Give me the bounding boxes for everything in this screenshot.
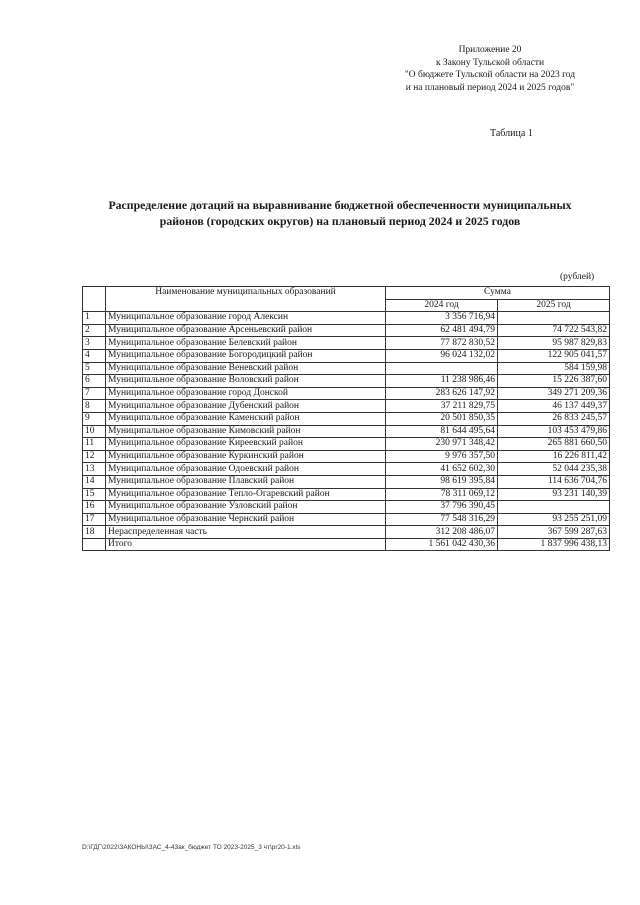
table-header-row-1	[83, 287, 610, 300]
table-row	[83, 375, 610, 388]
table-row	[83, 349, 610, 362]
row-name: Муниципальное образование город Донской	[106, 387, 386, 400]
row-value-2025: 103 453 479,86	[498, 425, 610, 438]
row-value-2024: 9 976 357,50	[386, 450, 498, 463]
annex-line-1: Приложение 20	[458, 45, 522, 55]
table-row	[83, 538, 610, 551]
row-value-2024: 312 208 486,07	[386, 526, 498, 539]
row-name: Муниципальное образование Каменский район	[106, 412, 386, 425]
row-number: 2	[83, 324, 106, 337]
table-row	[83, 337, 610, 350]
table-row	[83, 475, 610, 488]
row-number: 18	[83, 526, 106, 539]
row-number: 13	[83, 463, 106, 476]
row-value-2025: 52 044 235,38	[498, 463, 610, 476]
row-number: 8	[83, 400, 106, 413]
row-value-2024: 41 652 602,30	[386, 463, 498, 476]
row-value-2024: 81 644 495,64	[386, 425, 498, 438]
row-number: 6	[83, 375, 106, 388]
row-name: Муниципальное образование Тепло-Огаревский район	[106, 488, 386, 501]
row-name: Муниципальное образование Арсеньевский район	[106, 324, 386, 337]
table-row	[83, 463, 610, 476]
row-value-2025: 367 599 287,63	[498, 526, 610, 539]
row-value-2025: 122 905 041,57	[498, 349, 610, 362]
row-value-2024: 96 024 132,02	[386, 349, 498, 362]
table-row	[83, 425, 610, 438]
header-no	[83, 287, 106, 312]
document-title	[80, 197, 600, 229]
table-row	[83, 501, 610, 514]
row-name: Муниципальное образование Богородицкий район	[106, 349, 386, 362]
row-name: Муниципальное образование город Алексин	[106, 312, 386, 325]
row-value-2024: 77 548 316,29	[386, 513, 498, 526]
row-number: 5	[83, 362, 106, 375]
row-value-2024: 230 971 348,42	[386, 438, 498, 451]
title-line-2: районов (городских округов) на плановый период 2024 и 2025 годов	[159, 214, 521, 228]
row-name: Муниципальное образование Белевский район	[106, 337, 386, 350]
row-value-2025: 114 636 704,76	[498, 475, 610, 488]
title-line-1: Распределение дотаций на выравнивание бюджетной обеспеченности муниципальных	[108, 198, 572, 212]
row-number: 17	[83, 513, 106, 526]
row-number: 15	[83, 488, 106, 501]
table-row	[83, 513, 610, 526]
row-number: 3	[83, 337, 106, 350]
row-number: 7	[83, 387, 106, 400]
header-2025: 2025 год	[498, 299, 610, 312]
row-value-2024: 1 561 042 430,36	[386, 538, 498, 551]
row-name: Муниципальное образование Киреевский район	[106, 438, 386, 451]
row-number: 14	[83, 475, 106, 488]
table-row	[83, 387, 610, 400]
subsidy-table	[82, 286, 610, 551]
row-name: Муниципальное образование Дубенский район	[106, 400, 386, 413]
row-value-2025: 93 231 140,39	[498, 488, 610, 501]
row-value-2025: 265 881 660,50	[498, 438, 610, 451]
row-name: Муниципальное образование Куркинский район	[106, 450, 386, 463]
row-value-2025: 15 226 387,60	[498, 375, 610, 388]
row-value-2025: 95 987 829,83	[498, 337, 610, 350]
row-value-2024: 37 211 829,75	[386, 400, 498, 413]
table-row	[83, 324, 610, 337]
row-name: Нераспределенная часть	[106, 526, 386, 539]
table-row	[83, 412, 610, 425]
row-value-2024: 3 356 716,94	[386, 312, 498, 325]
row-value-2025	[498, 312, 610, 325]
row-number: 10	[83, 425, 106, 438]
row-number: 11	[83, 438, 106, 451]
table-body	[83, 312, 610, 551]
row-name: Муниципальное образование Воловский район	[106, 375, 386, 388]
table-row	[83, 362, 610, 375]
table-row	[83, 488, 610, 501]
row-value-2025: 93 255 251,09	[498, 513, 610, 526]
header-2024: 2024 год	[386, 299, 498, 312]
row-value-2024: 37 796 390,45	[386, 501, 498, 514]
row-value-2024: 62 481 494,79	[386, 324, 498, 337]
row-value-2025: 1 837 996 438,13	[498, 538, 610, 551]
row-value-2024	[386, 362, 498, 375]
annex-line-4: и на плановый период 2024 и 2025 годов"	[405, 82, 575, 93]
annex-header	[360, 44, 620, 94]
annex-line-2: к Закону Тульской области	[435, 57, 545, 68]
row-value-2025: 26 833 245,57	[498, 412, 610, 425]
file-path-footer: D:\ГДГ\2022\ЗАКОНЫ\ЗАС_4-43ак_бюджет ТО 2023-2025_3 чт\pr20-1.xls	[82, 844, 301, 851]
row-value-2024: 283 626 147,92	[386, 387, 498, 400]
row-number: 9	[83, 412, 106, 425]
header-name: Наименование муниципальных образований	[106, 287, 386, 312]
table-row	[83, 526, 610, 539]
table-row	[83, 312, 610, 325]
row-name: Муниципальное образование Чернский район	[106, 513, 386, 526]
row-number: 16	[83, 501, 106, 514]
row-value-2024: 77 872 830,52	[386, 337, 498, 350]
row-value-2025: 74 722 543,82	[498, 324, 610, 337]
row-name: Итого	[106, 538, 386, 551]
header-sum: Сумма	[386, 287, 610, 300]
row-name: Муниципальное образование Одоевский район	[106, 463, 386, 476]
row-value-2024: 20 501 850,35	[386, 412, 498, 425]
row-value-2024: 98 619 395,84	[386, 475, 498, 488]
row-name: Муниципальное образование Веневский район	[106, 362, 386, 375]
row-value-2024: 11 238 986,46	[386, 375, 498, 388]
row-number: 1	[83, 312, 106, 325]
row-number: 12	[83, 450, 106, 463]
table-row	[83, 438, 610, 451]
annex-line-3: "О бюджете Тульской области на 2023 год	[404, 70, 576, 80]
table-row	[83, 450, 610, 463]
row-value-2025	[498, 501, 610, 514]
row-value-2025: 584 159,98	[498, 362, 610, 375]
units-label: (рублей)	[560, 272, 595, 282]
row-value-2025: 46 137 449,37	[498, 400, 610, 413]
table-row	[83, 400, 610, 413]
row-value-2024: 78 311 069,12	[386, 488, 498, 501]
row-value-2025: 16 226 811,42	[498, 450, 610, 463]
table-label: Таблица 1	[490, 128, 533, 139]
row-name: Муниципальное образование Узловский район	[106, 501, 386, 514]
row-number	[83, 538, 106, 551]
row-name: Муниципальное образование Кимовский район	[106, 425, 386, 438]
row-number: 4	[83, 349, 106, 362]
row-value-2025: 349 271 209,36	[498, 387, 610, 400]
row-name: Муниципальное образование Плавский район	[106, 475, 386, 488]
